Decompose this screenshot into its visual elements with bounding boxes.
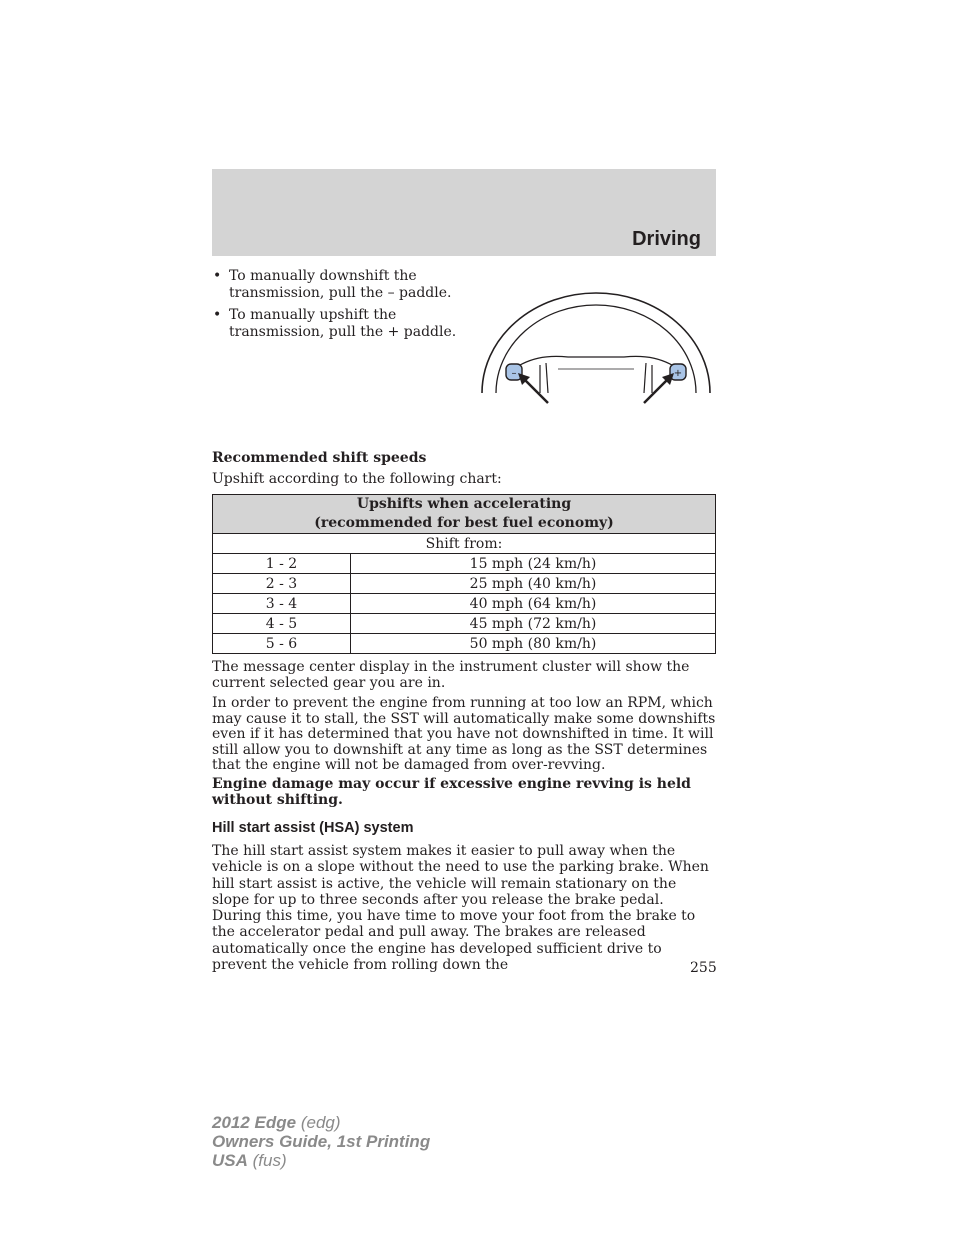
table-row xyxy=(213,574,716,594)
gear-cell: 2 - 3 xyxy=(213,574,351,594)
footer-market-code: (fus) xyxy=(247,1151,287,1170)
table-header-row xyxy=(213,495,716,534)
table-header-line2: (recommended for best fuel economy) xyxy=(314,515,614,531)
hsa-paragraph: The hill start assist system makes it easier to pull away when the vehicle is on a slope without the need to use the parking brake. When hill start assist is active, the vehicle will remain stationary on the slope for up to three seconds after you release the brake pedal. During this time, you have time to move your foot from the brake to the accelerator pedal and pull away. The brakes are released automatically once the engine has developed sufficient drive to prevent the vehicle from rolling down the xyxy=(212,843,709,974)
paddle-instructions-list xyxy=(212,268,462,346)
svg-text:–: – xyxy=(511,368,517,379)
table-row xyxy=(213,614,716,634)
footer-model-code: (edg) xyxy=(296,1113,341,1132)
message-center-paragraph: The message center display in the instrument cluster will show the current selected gear you are in. xyxy=(212,659,690,691)
section-title: Driving xyxy=(632,228,701,250)
shift-intro-text: Upshift according to the following chart: xyxy=(212,471,502,487)
footer-publication-info xyxy=(212,1113,430,1170)
table-row xyxy=(213,554,716,574)
table-subheader: Shift from: xyxy=(213,534,716,554)
gear-cell: 4 - 5 xyxy=(213,614,351,634)
footer-market: USA xyxy=(212,1151,248,1170)
table-row xyxy=(213,634,716,654)
gear-cell: 1 - 2 xyxy=(213,554,351,574)
bullet-downshift: • To manually downshift the transmission, pull the – paddle. xyxy=(212,268,462,302)
speed-cell: 50 mph (80 km/h) xyxy=(351,634,716,654)
footer-guide-edition: Owners Guide, 1st Printing xyxy=(212,1132,431,1151)
page-number: 255 xyxy=(690,960,717,976)
table-subheader-row xyxy=(213,534,716,554)
svg-text:+: + xyxy=(673,368,683,379)
section-header-band xyxy=(212,169,716,256)
rpm-paragraph: In order to prevent the engine from running at too low an RPM, which may cause it to stall, the SST will automatically make some downshifts even if it has determined that you have not downshifted in time. It will still allow you to downshift at any time as long as the SST determines that the engine will not be damaged from over-revving. xyxy=(212,695,716,773)
hsa-heading: Hill start assist (HSA) system xyxy=(212,820,414,836)
table-row xyxy=(213,594,716,614)
bullet-upshift: • To manually upshift the transmission, pull the + paddle. xyxy=(212,307,462,341)
table-header-line1: Upshifts when accelerating xyxy=(356,496,572,512)
recommended-shift-speeds-heading: Recommended shift speeds xyxy=(212,450,427,466)
gear-cell: 5 - 6 xyxy=(213,634,351,654)
footer-model: 2012 Edge xyxy=(212,1113,297,1132)
shift-speeds-table xyxy=(212,494,716,654)
table-header xyxy=(213,495,716,534)
steering-wheel-paddle-shifters-icon xyxy=(478,285,714,410)
speed-cell: 40 mph (64 km/h) xyxy=(351,594,716,614)
engine-damage-warning: Engine damage may occur if excessive engine revving is held without shifting. xyxy=(212,776,691,808)
speed-cell: 25 mph (40 km/h) xyxy=(351,574,716,594)
gear-cell: 3 - 4 xyxy=(213,594,351,614)
speed-cell: 45 mph (72 km/h) xyxy=(351,614,716,634)
speed-cell: 15 mph (24 km/h) xyxy=(351,554,716,574)
